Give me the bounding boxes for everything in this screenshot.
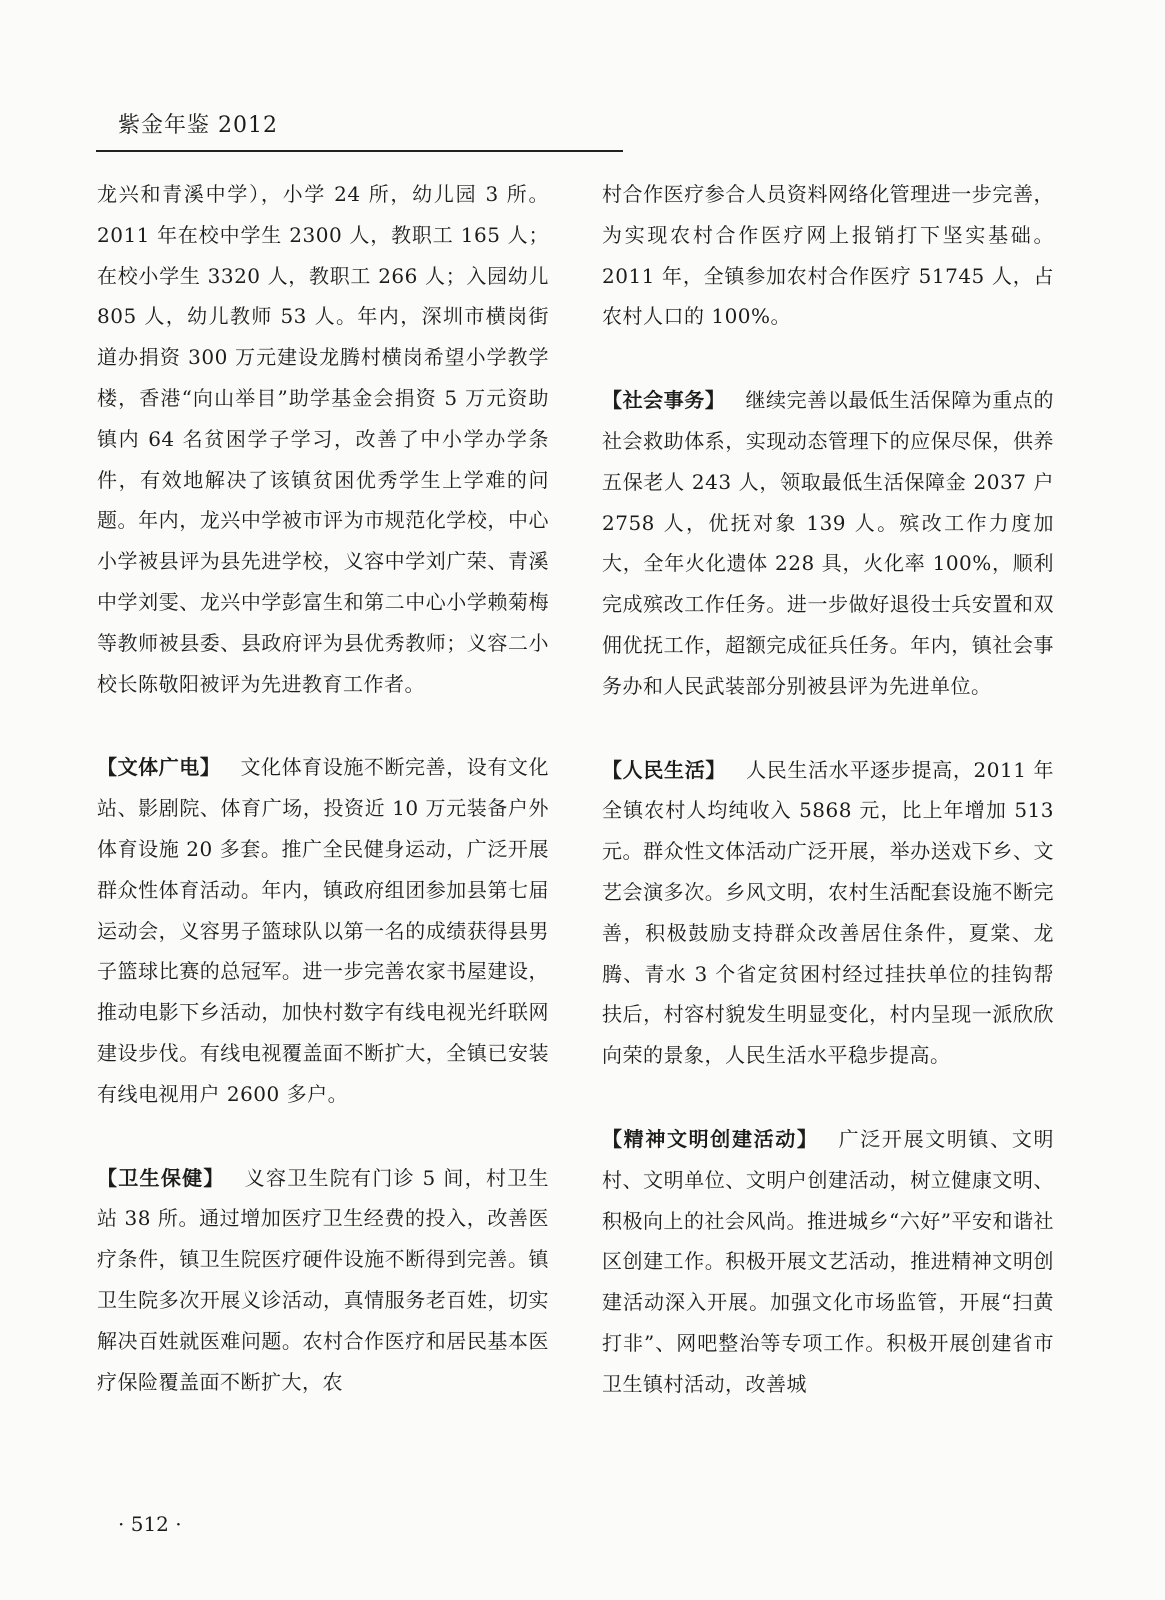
- paragraph-text: 文化体育设施不断完善，设有文化站、影剧院、体育广场，投资近 10 万元装备户外体育设施 20 多套。推广全民健身运动，广泛开展群众性体育活动。年内，镇政府组团参加县第七届运动会，义容男子篮球队以第一名的成绩获得县男子篮球比赛的总冠军。进一步完善农家书屋建设，推动电影下乡活动，加快村数字有线电视光纤联网建设步伐。有线电视覆盖面不断扩大，全镇已安装有线电视用户 2600 多户。: [97, 755, 550, 1106]
- page-number: · 512 ·: [118, 1512, 182, 1536]
- section-heading: 【精神文明创建活动】: [602, 1126, 819, 1151]
- section-heading: 【文体广电】: [97, 755, 221, 780]
- paragraph-text: 人民生活水平逐步提高，2011 年全镇农村人均纯收入 5868 元，比上年增加 513 元。群众性文体活动广泛开展，举办送戏下乡、文艺会演多次。乡风文明，农村生活配套设施不断完善，积极鼓励支持群众改善居住条件，夏棠、龙腾、青水 3 个省定贫困村经过挂扶单位的挂钩帮扶后，村容村貌发生明显变化，村内呈现一派欣欣向荣的景象，人民生活水平稳步提高。: [602, 757, 1054, 1068]
- paragraph-education-continued: [97, 174, 549, 704]
- header-rule: [96, 150, 623, 152]
- section-heading: 【社会事务】: [602, 388, 726, 413]
- right-column: [602, 174, 1054, 1405]
- left-column: [97, 174, 549, 1402]
- paragraph-text: 广泛开展文明镇、文明村、文明单位、文明户创建活动，树立健康文明、积极向上的社会风尚。推进城乡“六好”平安和谐社区创建工作。积极开展文艺活动，推进精神文明创建活动深入开展。加强文化市场监管，开展“扫黄打非”、网吧整治等专项工作。积极开展创建省市卫生镇村活动，改善城: [602, 1126, 1055, 1396]
- paragraph-social-affairs: [602, 380, 1054, 706]
- paragraph-civilization-campaign: [602, 1119, 1054, 1405]
- paragraph-health-care: [97, 1158, 549, 1403]
- paragraph-text: 继续完善以最低生活保障为重点的社会救助体系，实现动态管理下的应保尽保，供养五保老人 243 人，领取最低生活保障金 2037 户 2758 人，优抚对象 139 人。殡改工作力度加大，全年火化遗体 228 具，火化率 100%，顺利完成殡改工作任务。进一步做好退役士兵安置和双佣优抚工作，超额完成征兵任务。年内，镇社会事务办和人民武装部分别被县评为先进单位。: [602, 388, 1055, 698]
- running-title: 紫金年鉴 2012: [118, 113, 278, 138]
- paragraph-health-continued: [602, 174, 1054, 337]
- paragraph-text: 龙兴和青溪中学），小学 24 所，幼儿园 3 所。2011 年在校中学生 2300 人，教职工 165 人；在校小学生 3320 人，教职工 266 人；入园幼儿 805 人，幼儿教师 53 人。年内，深圳市横岗街道办捐资 300 万元建设龙腾村横岗希望小学教学楼，香港“向山举目”助学基金会捐资 5 万元资助镇内 64 名贫困学子学习，改善了中小学办学条件，有效地解决了该镇贫困优秀学生上学难的问题。年内，龙兴中学被市评为市规范化学校，中心小学被县评为县先进学校，义容中学刘广荣、青溪中学刘雯、龙兴中学彭富生和第二中心小学赖菊梅等教师被县委、县政府评为县优秀教师；义容二小校长陈敬阳被评为先进教育工作者。: [97, 182, 549, 696]
- paragraph-culture-sports: [97, 747, 549, 1114]
- paragraph-living-standards: [602, 750, 1054, 1076]
- section-heading: 【卫生保健】: [97, 1165, 225, 1190]
- section-heading: 【人民生活】: [602, 757, 727, 782]
- paragraph-text: 村合作医疗参合人员资料网络化管理进一步完善，为实现农村合作医疗网上报销打下坚实基础。2011 年，全镇参加农村合作医疗 51745 人，占农村人口的 100%。: [602, 182, 1054, 329]
- paragraph-text: 义容卫生院有门诊 5 间，村卫生站 38 所。通过增加医疗卫生经费的投入，改善医疗条件，镇卫生院医疗硬件设施不断得到完善。镇卫生院多次开展义诊活动，真情服务老百姓，切实解决百姓就医难问题。农村合作医疗和居民基本医疗保险覆盖面不断扩大，农: [97, 1165, 549, 1394]
